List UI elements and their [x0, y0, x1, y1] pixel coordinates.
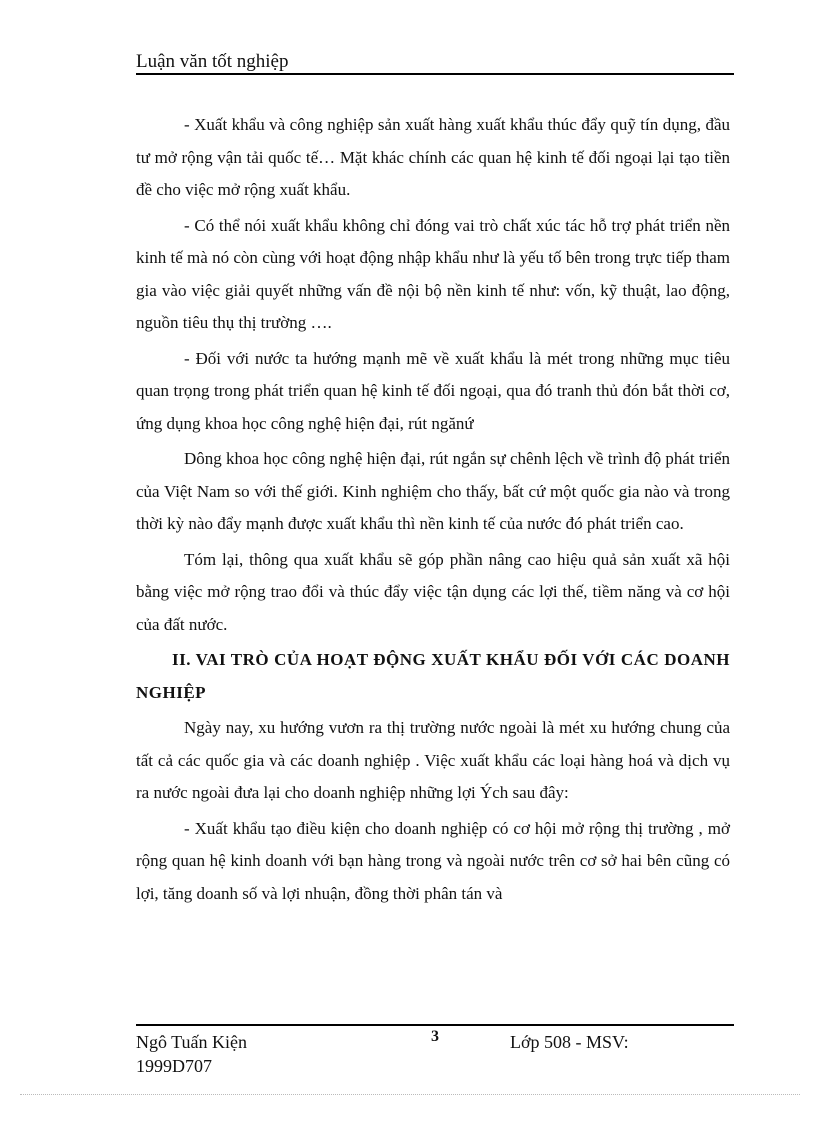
page-number: 3 [431, 1028, 439, 1045]
header-divider [136, 73, 734, 75]
paragraph: Tóm lại, thông qua xuất khẩu sẽ góp phần nâng cao hiệu quả sản xuất xã hội bằng việc mở rộng trao đổi và thúc đẩy việc tận dụng các lợi thế, tiềm năng và cơ hội của đất nước. [136, 549, 730, 634]
author-name: Ngô Tuấn Kiện [136, 1032, 248, 1052]
paragraph: - Có thể nói xuất khẩu không chỉ đóng vai trò chất xúc tác hỗ trợ phát triển nền kinh tế mà nó còn cùng với hoạt động nhập khẩu như là yếu tố bên trong trực tiếp tham gia vào việc giải quyết những vấn đề nội bộ nền kinh tế như: vốn, kỹ thuật, lao động, nguồn tiêu thụ thị trường …. [136, 215, 730, 332]
student-id: 1999D707 [136, 1056, 212, 1076]
paragraph: - Xuất khẩu và công nghiệp sản xuất hàng xuất khẩu thúc đẩy quỹ tín dụng, đầu tư mở rộng vận tải quốc tế… Mặt khác chính các quan hệ kinh tế đối ngoại lại tạo tiền đề cho việc mở rộng xuất khẩu. [136, 115, 730, 199]
paragraph: - Xuất khẩu tạo điều kiện cho doanh nghiệp có cơ hội mở rộng thị trường , mở rộng quan hệ kinh doanh với bạn hàng trong và ngoài nước trên cơ sở hai bên cũng có lợi, tăng doanh số và lợi nhuận, đồng thời phân tán và [136, 818, 730, 903]
footer-divider [136, 1024, 734, 1026]
running-header: Luận văn tốt nghiệp [136, 51, 289, 72]
paragraph: Dông khoa học công nghệ hiện đại, rút ngắn sự chênh lệch về trình độ phát triển của Việt Nam so với thế giới. Kinh nghiệm cho thấy, bất cứ một quốc gia nào và trong thời kỳ nào đẩy mạnh được xuất khẩu thì nền kinh tế của nước đó phát triển cao. [136, 449, 730, 533]
paragraph: Ngày nay, xu hướng vươn ra thị trường nước ngoài là mét xu hướng chung của tất cả các quốc gia và các doanh nghiệp . Việc xuất khẩu các loại hàng hoá và dịch vụ ra nước ngoài đưa lại cho doanh nghiệp những lợi Ých sau đây: [136, 718, 730, 802]
page-edge-divider [20, 1094, 800, 1095]
page-body [136, 109, 730, 913]
footer-author [136, 1030, 336, 1078]
paragraph: - Đối với nước ta hướng mạnh mẽ về xuất khẩu là mét trong những mục tiêu quan trọng trong phát triển quan hệ kinh tế đối ngoại, qua đó tranh thủ đón bắt thời cơ, ứng dụng khoa học công nghệ hiện đại, rút ngănứ [136, 348, 730, 433]
class-info: Lớp 508 - MSV: [510, 1032, 629, 1052]
section-heading: II. VAI TRÒ CỦA HOẠT ĐỘNG XUẤT KHẨU ĐỐI VỚI CÁC DOANH NGHIỆP [136, 650, 730, 702]
